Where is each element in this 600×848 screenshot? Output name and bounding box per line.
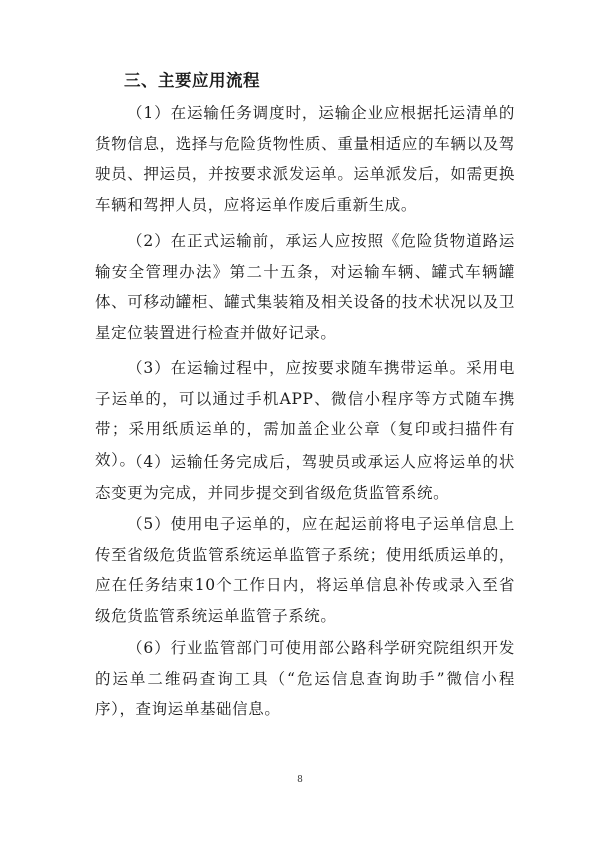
paragraph-4: （4）运输任务完成后，驾驶员或承运人应将运单的状态变更为完成，并同步提交到省级危货监管系统。 xyxy=(95,453,515,502)
page-number: 8 xyxy=(297,775,303,785)
paragraph-2: （2）在正式运输前，承运人应按照《危险货物道路运输安全管理办法》第二十五条，对运输车辆、罐式车辆罐体、可移动罐柜、罐式集装箱及相关设备的技术状况以及卫星定位装置进行检查并做好记录。 xyxy=(95,232,515,342)
paragraph-3: （3）在运输过程中，应按要求随车携带运单。采用电子运单的，可以通过手机APP、微信小程序等方式随车携带；采用纸质运单的，需加盖企业公章（复印或扫描件有效）。 xyxy=(95,359,515,469)
paragraph-5: （5）使用电子运单的，应在起运前将电子运单信息上传至省级危货监管系统运单监管子系统；使用纸质运单的，应在任务结束10个工作日内，将运单信息补传或录入至省级危货监管系统运单监管子系统。 xyxy=(95,515,515,625)
section-heading: 三、主要应用流程 xyxy=(124,71,260,90)
paragraph-1: （1）在运输任务调度时，运输企业应根据托运清单的货物信息，选择与危险货物性质、重量相适应的车辆以及驾驶员、押运员，并按要求派发运单。运单派发后，如需更换车辆和驾押人员，应将运单作废后重新生成。 xyxy=(95,104,515,214)
paragraph-6: （6）行业监管部门可使用部公路科学研究院组织开发的运单二维码查询工具（“危运信息查询助手”微信小程序），查询运单基础信息。 xyxy=(95,639,515,718)
